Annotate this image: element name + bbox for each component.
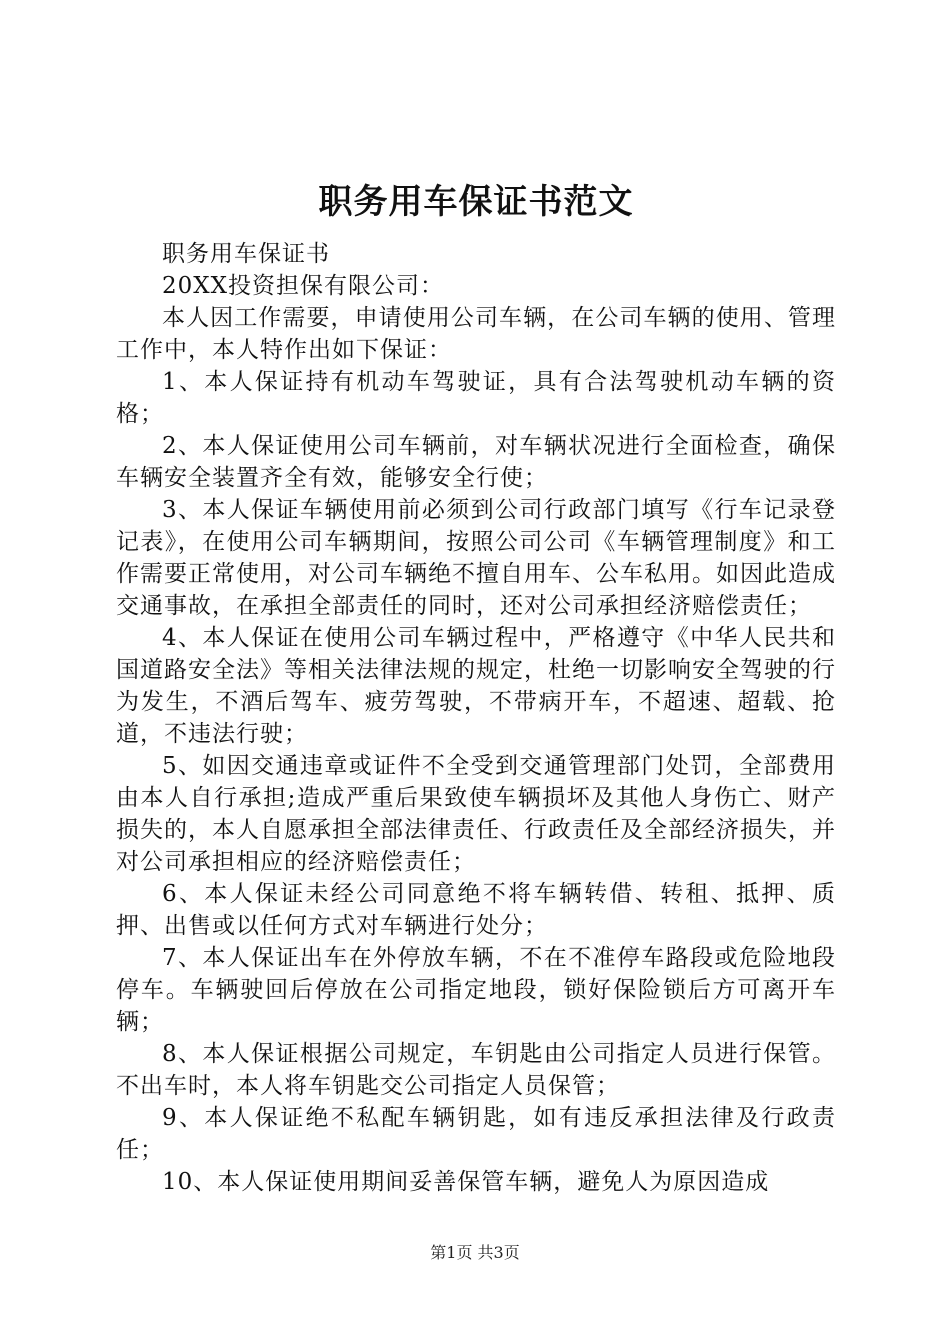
guarantee-item-9: 9、本人保证绝不私配车辆钥匙，如有违反承担法律及行政责任；: [116, 1105, 836, 1163]
document-title: 职务用车保证书范文: [318, 182, 634, 222]
guarantee-item-10: 10、本人保证使用期间妥善保管车辆，避免人为原因造成: [162, 1169, 770, 1195]
intro-paragraph: 本人因工作需要，申请使用公司车辆，在公司车辆的使用、管理工作中，本人特作出如下保证：: [116, 305, 836, 363]
addressee: 20XX投资担保有限公司：: [162, 273, 445, 299]
page-footer: [0, 1240, 950, 1263]
page-number: 第1页 共3页: [430, 1243, 520, 1262]
document-body: [116, 238, 836, 1198]
document-subtitle: 职务用车保证书: [162, 241, 330, 267]
guarantee-item-5: 5、如因交通违章或证件不全受到交通管理部门处罚，全部费用由本人自行承担;造成严重后果致使车辆损坏及其他人身伤亡、财产损失的，本人自愿承担全部法律责任、行政责任及全部经济损失，并对公司承担相应的经济赔偿责任；: [116, 753, 836, 875]
guarantee-item-1: 1、本人保证持有机动车驾驶证，具有合法驾驶机动车辆的资格；: [116, 369, 836, 427]
guarantee-item-7: 7、本人保证出车在外停放车辆，不在不准停车路段或危险地段停车。车辆驶回后停放在公司指定地段，锁好保险锁后方可离开车辆；: [116, 945, 836, 1035]
guarantee-item-3: 3、本人保证车辆使用前必须到公司行政部门填写《行车记录登记表》，在使用公司车辆期间，按照公司公司《车辆管理制度》和工作需要正常使用，对公司车辆绝不擅自用车、公车私用。如因此造成交通事故，在承担全部责任的同时，还对公司承担经济赔偿责任；: [116, 497, 836, 619]
guarantee-item-8: 8、本人保证根据公司规定，车钥匙由公司指定人员进行保管。不出车时，本人将车钥匙交公司指定人员保管；: [116, 1041, 836, 1099]
guarantee-item-2: 2、本人保证使用公司车辆前，对车辆状况进行全面检查，确保车辆安全装置齐全有效，能够安全行使；: [116, 433, 836, 491]
guarantee-item-4: 4、本人保证在使用公司车辆过程中，严格遵守《中华人民共和国道路安全法》等相关法律法规的规定，杜绝一切影响安全驾驶的行为发生，不酒后驾车、疲劳驾驶，不带病开车，不超速、超载、抢道，不违法行驶；: [116, 625, 836, 747]
guarantee-item-6: 6、本人保证未经公司同意绝不将车辆转借、转租、抵押、质押、出售或以任何方式对车辆进行处分；: [116, 881, 836, 939]
document-page: [116, 180, 836, 1198]
